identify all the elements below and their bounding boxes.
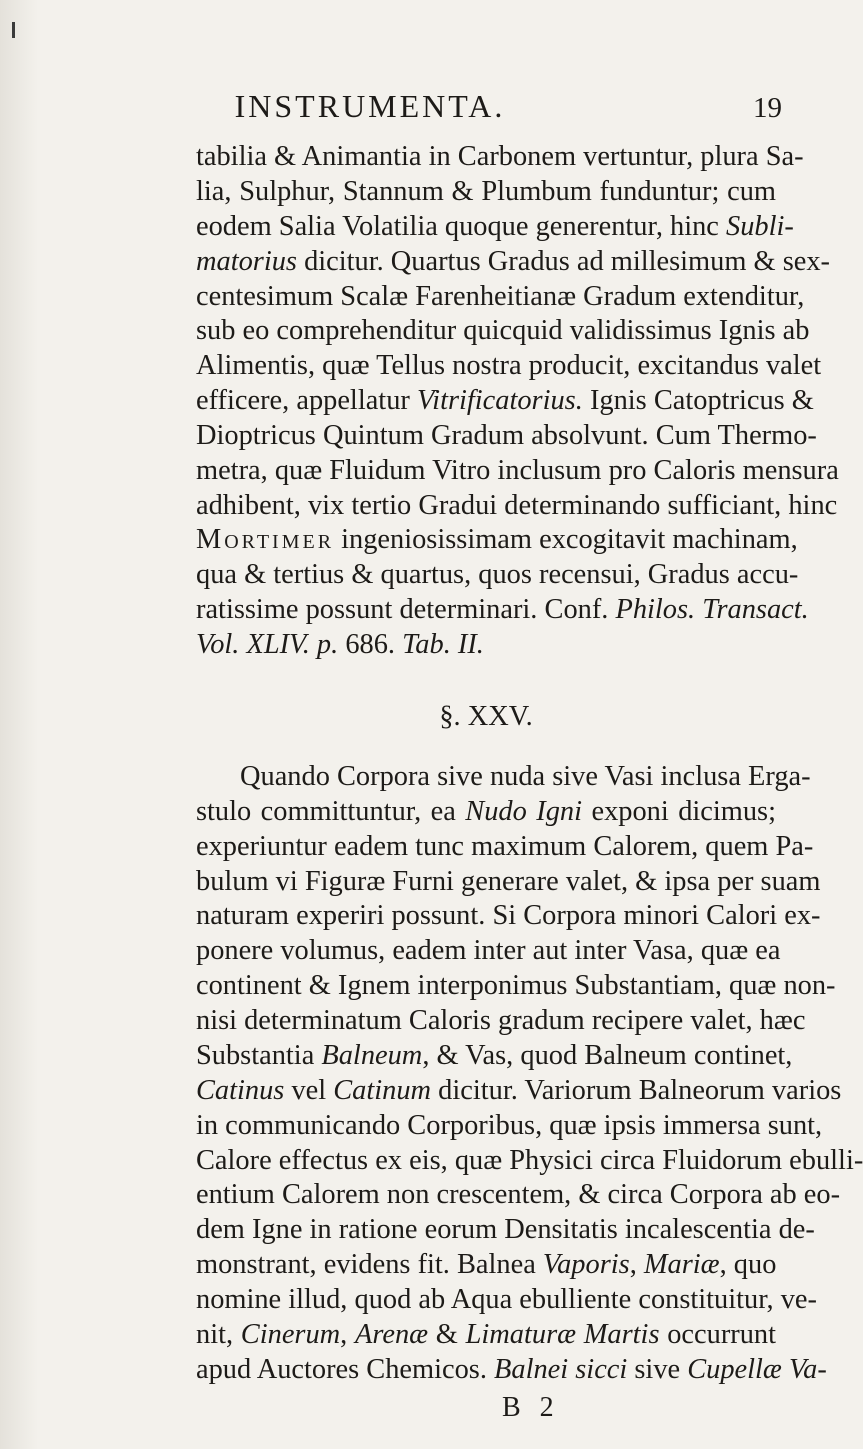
text-run: entium Calorem non crescentem, & circa Corpora ab eo- [196, 1179, 841, 1210]
text-line [240, 760, 811, 794]
text-run: centesimum Scalæ Farenheitianæ Gradum extenditur, [196, 281, 805, 312]
text-run: Dioptricus Quintum Gradum absolvunt. Cum Thermo- [196, 420, 817, 451]
text-run: , & Vas, quod Balneum continet, [422, 1040, 793, 1071]
text-run: dicitur. Quartus Gradus ad millesimum & sex- [296, 246, 830, 277]
text-run: nit, [196, 1319, 241, 1350]
running-title: INSTRUMENTA. [234, 88, 506, 124]
text-line [196, 523, 798, 557]
text-line [196, 865, 821, 899]
text-run: apud Auctores Chemicos. [196, 1354, 495, 1385]
edge-mark [12, 22, 15, 38]
text-run: nisi determinatum Caloris gradum recipere valet, hæc [196, 1005, 806, 1036]
text-line [196, 1178, 841, 1212]
italic-run: Cinerum [240, 1319, 341, 1350]
text-line [196, 1318, 776, 1352]
text-run: Alimentis, quæ Tellus nostra producit, excitandus valet [196, 350, 822, 381]
text-line [196, 628, 776, 662]
text-line [196, 280, 805, 314]
text-line [196, 795, 776, 829]
text-run: monstrant, evidens fit. Balnea [196, 1249, 543, 1280]
text-line [196, 489, 838, 523]
text-line [196, 1074, 842, 1108]
page-number: 19 [753, 92, 782, 124]
text-line [196, 593, 809, 627]
italic-run: Limaturæ Martis [465, 1319, 660, 1350]
text-run: sive [627, 1354, 688, 1385]
text-run: occurrunt [659, 1319, 776, 1350]
text-line [196, 1109, 823, 1143]
text-line [196, 175, 776, 209]
text-run: in communicando Corporibus, quæ ipsis immersa sunt, [196, 1110, 823, 1141]
text-run: §. XXV. [439, 701, 533, 732]
italic-run: Philos. Transact. [615, 594, 809, 625]
text-run: continent & Ignem interponimus Substantiam, quæ non- [196, 970, 836, 1001]
text-run: vel [284, 1075, 334, 1106]
text-run: Quando Corpora sive nuda sive Vasi inclusa Erga- [240, 761, 811, 792]
text-line [196, 1004, 806, 1038]
text-run: dem Igne in ratione eorum Densitatis incalescentia de- [196, 1214, 815, 1245]
italic-run: Vaporis [542, 1249, 630, 1280]
text-run: efficere, appellatur [196, 385, 417, 416]
text-line [196, 349, 822, 383]
text-run: , quo [719, 1249, 777, 1280]
text-run: qua & tertius & quartus, quos recensui, Gradus accu- [196, 559, 799, 590]
italic-run: matorius [196, 246, 297, 277]
text-line [196, 969, 836, 1003]
text-run: naturam experiri possunt. Si Corpora minori Calori ex- [196, 900, 821, 931]
text-run: Ignis Catoptricus & [582, 385, 814, 416]
text-run: stulo committuntur, ea [196, 796, 466, 827]
text-line [196, 1144, 863, 1178]
text-run: metra, quæ Fluidum Vitro inclusum pro Caloris mensura [196, 455, 839, 486]
section-heading [196, 700, 776, 734]
text-run: adhibent, vix tertio Gradui determinando sufficiant, hinc [196, 490, 838, 521]
italic-run: Mariæ [643, 1249, 720, 1280]
text-line [196, 1353, 827, 1387]
text-line [196, 245, 830, 279]
text-run: Substantia [196, 1040, 322, 1071]
text-line [196, 384, 814, 418]
italic-run: Cupellæ Va- [687, 1354, 827, 1385]
text-run: , [629, 1249, 644, 1280]
text-run: bulum vi Figuræ Furni generare valet, & ipsa per suam [196, 866, 821, 897]
text-run: ratissime possunt determinari. Conf. [196, 594, 616, 625]
italic-run: Balneum [321, 1040, 423, 1071]
text-run: 686. [338, 629, 403, 660]
italic-run: Tab. II. [402, 629, 484, 660]
italic-run: Nudo Igni [465, 796, 583, 827]
text-run: sub eo comprehenditur quicquid validissimus Ignis ab [196, 315, 810, 346]
small-caps-run: Mortimer [196, 524, 335, 555]
text-run: ingeniosissimam excogitavit machinam, [334, 524, 798, 555]
italic-run: Catinum [333, 1075, 432, 1106]
text-run: experiuntur eadem tunc maximum Calorem, quem Pa- [196, 831, 814, 862]
italic-run: Subli- [726, 211, 794, 242]
text-line [196, 558, 799, 592]
text-line [196, 1213, 815, 1247]
text-run: nomine illud, quod ab Aqua ebulliente constituitur, ve- [196, 1284, 817, 1315]
text-line [196, 934, 781, 968]
text-run: & [428, 1319, 466, 1350]
italic-run: Catinus [196, 1075, 285, 1106]
italic-run: Arenæ [355, 1319, 429, 1350]
text-line [196, 140, 804, 174]
text-run: eodem Salia Volatilia quoque generentur, hinc [196, 211, 726, 242]
italic-run: Vitrificatorius. [416, 385, 583, 416]
text-line [196, 1248, 776, 1282]
text-run: Calore effectus ex eis, quæ Physici circa Fluidorum ebulli- [196, 1145, 863, 1176]
text-line [196, 1283, 817, 1317]
text-line [196, 210, 794, 244]
text-run: lia, Sulphur, Stannum & Plumbum funduntur; cum [196, 176, 776, 207]
text-line [196, 419, 817, 453]
text-run: tabilia & Animantia in Carbonem vertuntur, plura Sa- [196, 141, 804, 172]
text-line [196, 830, 814, 864]
page-header [0, 88, 800, 128]
text-line [196, 899, 821, 933]
page-gutter-shadow [0, 0, 38, 1449]
italic-run: Balnei sicci [494, 1354, 628, 1385]
text-run: ponere volumus, eadem inter aut inter Vasa, quæ ea [196, 935, 781, 966]
signature-mark: B 2 [502, 1392, 560, 1423]
text-run: dicitur. Variorum Balneorum varios [431, 1075, 842, 1106]
text-line [196, 1039, 793, 1073]
italic-run: Vol. XLIV. p. [196, 629, 339, 660]
text-line [196, 314, 810, 348]
text-run: exponi dicimus; [582, 796, 776, 827]
text-line [196, 454, 839, 488]
text-run: , [340, 1319, 355, 1350]
